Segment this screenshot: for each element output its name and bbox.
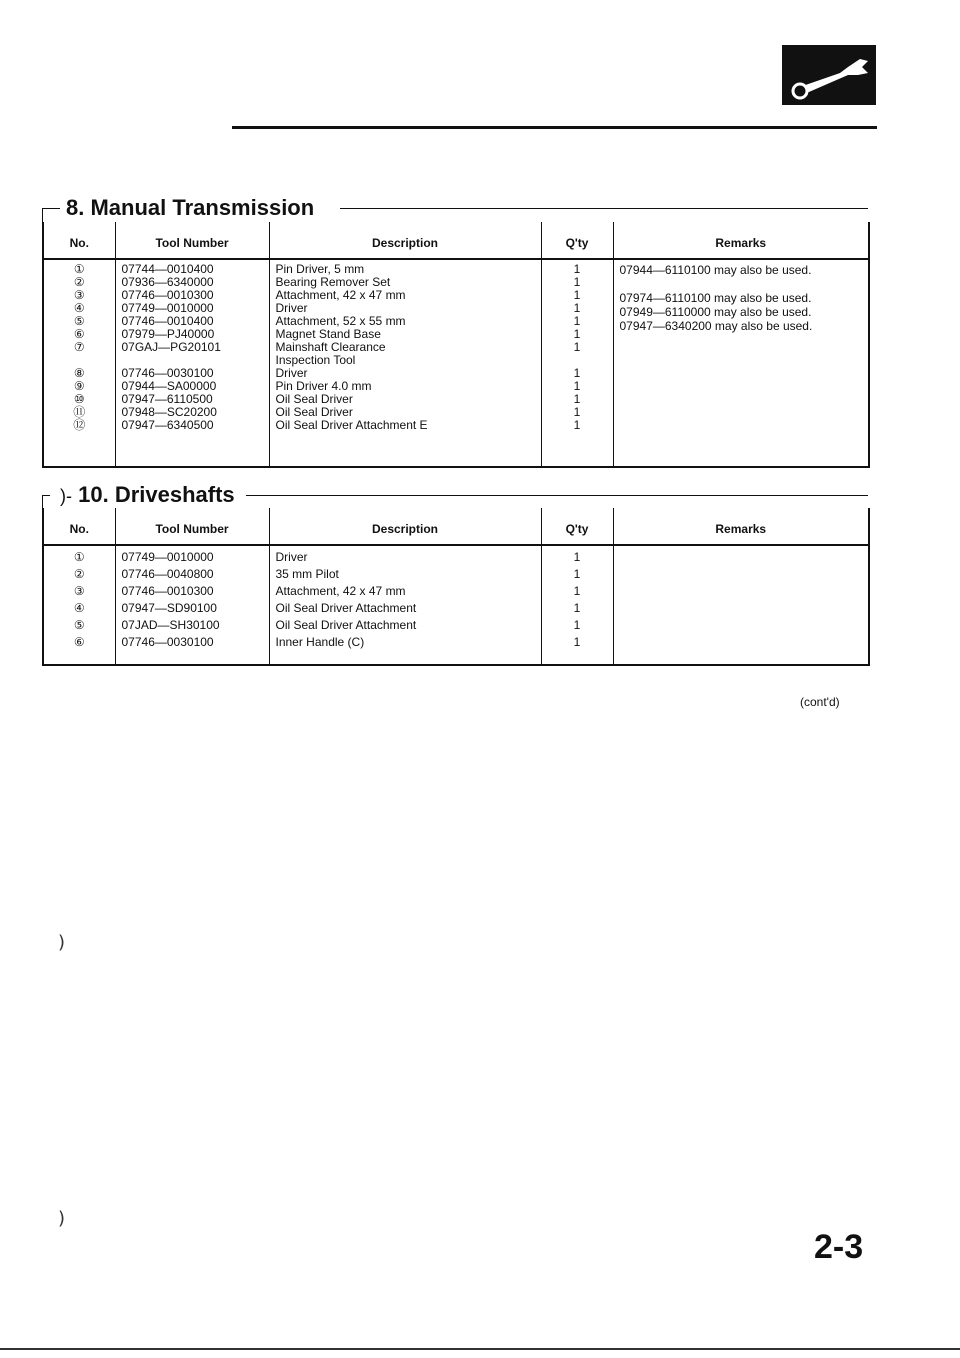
quantity: 1 xyxy=(573,379,581,393)
section-10-rule-left xyxy=(42,495,50,496)
item-number: ⑥ xyxy=(73,635,85,649)
tool-number: 07947—6110500 xyxy=(121,392,213,406)
section-10-title xyxy=(54,482,241,509)
header-rule xyxy=(232,126,877,129)
description: Attachment, 42 x 47 mm xyxy=(275,288,406,302)
wrench-icon xyxy=(782,45,876,105)
item-number: ⑥ xyxy=(73,327,85,341)
item-number: ① xyxy=(73,550,85,564)
description: Bearing Remover Set xyxy=(275,275,391,289)
item-number: ⑧ xyxy=(73,366,85,380)
col-header-tool-number: Tool Number xyxy=(115,222,269,259)
item-number: ⑫ xyxy=(73,418,86,432)
row-gap xyxy=(620,277,863,291)
item-number: ① xyxy=(73,262,85,276)
col-header-description: Description xyxy=(269,222,541,259)
description: Inspection Tool xyxy=(275,353,356,367)
section-10-title-text: 10. Driveshafts xyxy=(78,482,235,507)
description: Attachment, 52 x 55 mm xyxy=(275,314,406,328)
section-10-rule-corner xyxy=(42,495,43,509)
description: Driver xyxy=(275,550,308,564)
section-8-table xyxy=(42,222,870,468)
description: Driver xyxy=(275,301,308,315)
tool-number: 07744—0010400 xyxy=(121,262,214,276)
section-8-rule-left xyxy=(42,208,62,209)
item-number: ③ xyxy=(73,584,85,598)
description: Magnet Stand Base xyxy=(275,327,381,341)
tool-number: 07746—0030100 xyxy=(121,635,214,649)
item-number: ④ xyxy=(73,301,85,315)
tool-number-column xyxy=(115,259,269,467)
tool-number: 07GAJ—PG20101 xyxy=(121,340,221,354)
quantity: 1 xyxy=(573,327,581,341)
quantity: 1 xyxy=(573,635,581,649)
remarks-column xyxy=(613,259,869,467)
quantity: 1 xyxy=(573,550,581,564)
remark: 07949—6110000 may also be used. xyxy=(619,305,812,319)
col-header-remarks: Remarks xyxy=(613,508,869,545)
description: Pin Driver 4.0 mm xyxy=(275,379,372,393)
remark: 07974—6110100 may also be used. xyxy=(619,291,812,305)
quantity: 1 xyxy=(573,418,581,432)
tool-number: 07746—0040800 xyxy=(121,567,214,581)
tool-number: 07746—0030100 xyxy=(121,366,214,380)
description: Oil Seal Driver xyxy=(275,392,353,406)
quantity: 1 xyxy=(573,314,581,328)
col-header-description: Description xyxy=(269,508,541,545)
quantity: 1 xyxy=(573,584,581,598)
remarks-column xyxy=(613,545,869,665)
item-number: ⑪ xyxy=(73,405,86,419)
description-column xyxy=(269,259,541,467)
tool-number: 07749—0010000 xyxy=(121,301,214,315)
description: Pin Driver, 5 mm xyxy=(275,262,365,276)
quantity: 1 xyxy=(573,301,581,315)
item-number: ⑨ xyxy=(73,379,85,393)
no-column xyxy=(43,545,115,665)
item-number: ⑦ xyxy=(73,340,85,354)
tool-number: 07746—0010400 xyxy=(121,314,214,328)
quantity: 1 xyxy=(573,392,581,406)
tool-number: 07746—0010300 xyxy=(121,584,214,598)
col-header-qty: Q'ty xyxy=(541,222,613,259)
quantity: 1 xyxy=(573,618,581,632)
item-number: ③ xyxy=(73,288,85,302)
description-column xyxy=(269,545,541,665)
section-8-title: 8. Manual Transmission xyxy=(60,195,320,221)
scan-mark: ) xyxy=(58,932,66,953)
item-number: ② xyxy=(73,567,85,581)
remark: 07947—6340200 may also be used. xyxy=(619,319,813,333)
item-number: ⑩ xyxy=(73,392,85,406)
description: Inner Handle (C) xyxy=(275,635,365,649)
tool-number: 07947—SD90100 xyxy=(121,601,217,615)
item-number: ⑤ xyxy=(73,618,85,632)
qty-column xyxy=(541,259,613,467)
section-8-rule-corner xyxy=(42,208,43,222)
section-10-prefix: )- xyxy=(60,486,72,506)
col-header-no: No. xyxy=(43,222,115,259)
section-10-table xyxy=(42,508,870,666)
description: Driver xyxy=(275,366,308,380)
quantity: 1 xyxy=(573,340,581,354)
item-number: ④ xyxy=(73,601,85,615)
section-8-rule-right xyxy=(340,208,868,209)
description: 35 mm Pilot xyxy=(275,567,339,581)
section-10-rule-right xyxy=(246,495,868,496)
continued-label: (cont'd) xyxy=(800,695,840,709)
tool-number: 07947—6340500 xyxy=(121,418,214,432)
tool-number: 07749—0010000 xyxy=(121,550,214,564)
page-number: 2-3 xyxy=(814,1228,864,1266)
quantity: 1 xyxy=(573,601,581,615)
tool-number: 07746—0010300 xyxy=(121,288,214,302)
quantity: 1 xyxy=(573,366,581,380)
description: Oil Seal Driver xyxy=(275,405,353,419)
description: Oil Seal Driver Attachment E xyxy=(275,418,428,432)
description: Oil Seal Driver Attachment xyxy=(275,618,417,632)
quantity: 1 xyxy=(573,288,581,302)
col-header-remarks: Remarks xyxy=(613,222,869,259)
qty-column xyxy=(541,545,613,665)
quantity: 1 xyxy=(573,262,581,276)
tool-number: 07944—SA00000 xyxy=(121,379,217,393)
no-column xyxy=(43,259,115,467)
tool-number: 07948—SC20200 xyxy=(121,405,217,419)
col-header-tool-number: Tool Number xyxy=(115,508,269,545)
col-header-no: No. xyxy=(43,508,115,545)
description: Mainshaft Clearance xyxy=(275,340,386,354)
description: Attachment, 42 x 47 mm xyxy=(275,584,406,598)
item-number: ⑤ xyxy=(73,314,85,328)
quantity: 1 xyxy=(573,567,581,581)
quantity: 1 xyxy=(573,275,581,289)
tool-number-column xyxy=(115,545,269,665)
remark: 07944—6110100 may also be used. xyxy=(619,263,812,277)
item-number: ② xyxy=(73,275,85,289)
scan-mark: ) xyxy=(58,1208,66,1229)
col-header-qty: Q'ty xyxy=(541,508,613,545)
tool-number: 07936—6340000 xyxy=(121,275,214,289)
tool-number: 07JAD—SH30100 xyxy=(121,618,220,632)
description: Oil Seal Driver Attachment xyxy=(275,601,417,615)
quantity: 1 xyxy=(573,405,581,419)
tool-number: 07979—PJ40000 xyxy=(121,327,215,341)
footer-rule xyxy=(0,1348,960,1350)
